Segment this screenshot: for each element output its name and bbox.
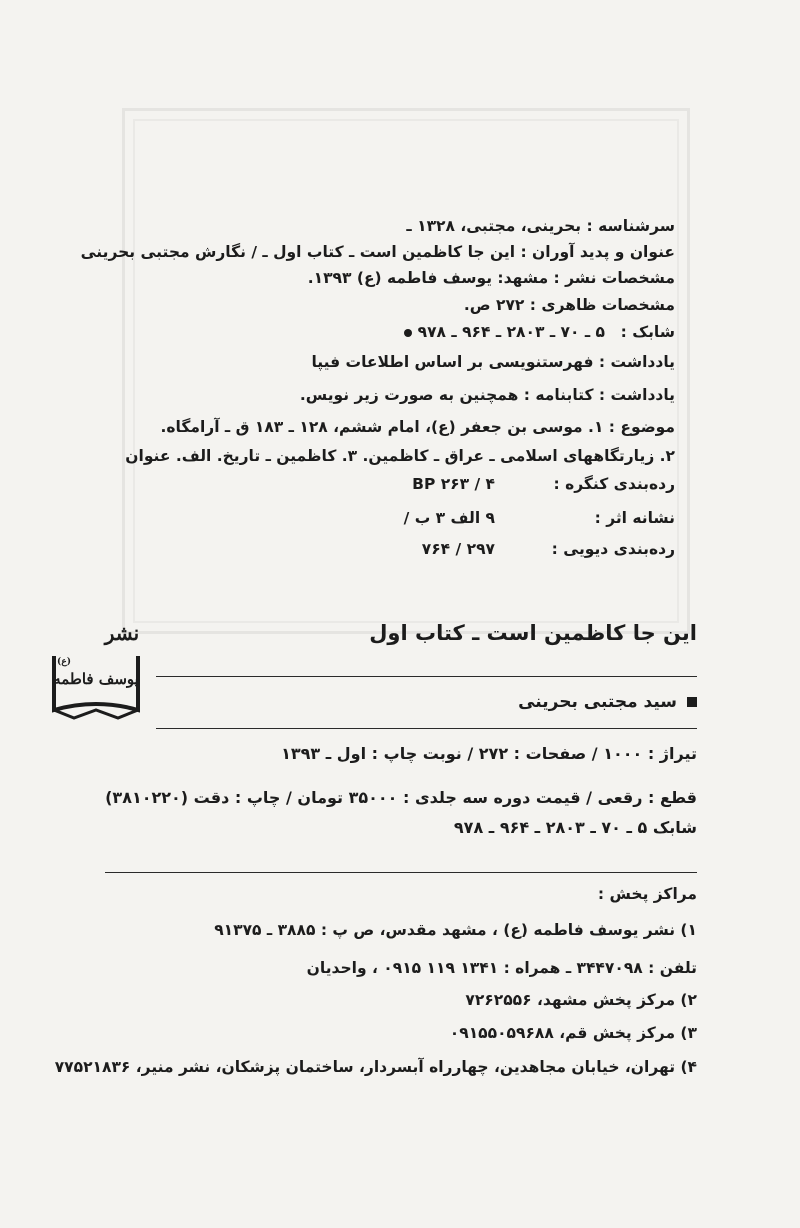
congress-value: BP ۲۶۳ / ۴	[412, 475, 495, 493]
isbn-value-wrap	[404, 320, 605, 344]
publication-line2: قطع : رقعی / قیمت دوره سه جلدی : ۳۵۰۰۰ تومان / چاپ : دقت (۳۸۱۰۲۲۰)	[105, 788, 697, 807]
logo-name-text: یوسف فاطمه	[53, 670, 139, 688]
book-author: سید مجتبی بحرینی	[518, 692, 677, 712]
distribution-center3: ۳) مرکز پخش قم، ۰۹۱۵۵۰۵۹۶۸۸	[449, 1024, 697, 1042]
title-divider	[156, 676, 697, 677]
catalog-subject2: ۲. زیارتگاههای اسلامی ـ عراق ـ کاظمین. ۳. کاظمین ـ تاریخ. الف. عنوان	[125, 447, 675, 465]
open-book-icon	[54, 710, 138, 718]
distribution-center2: ۲) مرکز پخش مشهد، ۷۲۶۲۵۵۶	[465, 991, 697, 1009]
isbn-value: ۵ ـ ۷۰ ـ ۲۸۰۳ ـ ۹۶۴ ـ ۹۷۸	[417, 323, 605, 341]
work-label: نشانه اثر :	[594, 509, 675, 527]
congress-label: رده‌بندی کنگره :	[553, 475, 675, 493]
logo-honorific: (ع)	[57, 657, 71, 667]
distribution-center1: ۱) نشر یوسف فاطمه (ع) ، مشهد مقدس، ص پ : ۳۸۸۵ ـ ۹۱۳۷۵	[214, 921, 697, 939]
book-author-wrap	[518, 689, 697, 715]
bullet-dot-icon	[404, 329, 412, 337]
distribution-center1-phone: تلفن : ۳۴۴۷۰۹۸ ـ همراه : ۱۳۴۱ ۱۱۹ ۰۹۱۵ ، واحدیان	[306, 959, 697, 977]
catalog-note2: یادداشت : کتابنامه : همچنین به صورت زیر نویس.	[299, 386, 675, 404]
distribution-heading: مراکز پخش :	[597, 885, 697, 903]
catalog-congress-row	[205, 472, 675, 496]
catalog-physical-line: مشخصات ظاهری : ۲۷۲ ص.	[463, 296, 675, 314]
isbn-label: شابک :	[620, 323, 675, 341]
distribution-divider	[105, 872, 697, 873]
dewey-label: رده‌بندی دیویی :	[551, 540, 675, 558]
catalog-note1: یادداشت : فهرستنویسی بر اساس اطلاعات فیپا	[311, 353, 675, 371]
logo-top-text: نشر	[104, 621, 140, 645]
work-value: ۹ الف ۳ ب /	[403, 509, 495, 527]
catalog-dewey-row	[205, 537, 675, 561]
catalog-title-line: عنوان و پدید آوران : این جا کاظمین است ـ کتاب اول ـ / نگارش مجتبی بحرینی	[80, 243, 675, 261]
catalog-work-row	[205, 506, 675, 530]
catalog-author-line: سرشناسه : بحرینی، مجتبی، ۱۳۲۸ ـ	[406, 217, 675, 235]
dewey-value: ۲۹۷ / ۷۶۴	[421, 540, 495, 558]
catalog-publish-line: مشخصات نشر : مشهد: یوسف فاطمه (ع) ۱۳۹۳.	[307, 269, 675, 287]
publication-line1: تیراژ : ۱۰۰۰ / صفحات : ۲۷۲ / نوبت چاپ : اول ـ ۱۳۹۳	[281, 744, 697, 763]
square-bullet-icon	[687, 697, 697, 707]
distribution-center4: ۴) تهران، خیابان مجاهدین، چهارراه آبسردار، ساختمان پزشکان، نشر منیر، ۷۷۵۲۱۸۳۶	[54, 1058, 697, 1076]
catalog-isbn-row	[205, 320, 675, 344]
publication-line3: شابک ۵ ـ ۷۰ ـ ۲۸۰۳ ـ ۹۶۴ ـ ۹۷۸	[453, 818, 697, 837]
book-title: این جا کاظمین است ـ کتاب اول	[369, 621, 697, 645]
catalog-subject1: موضوع : ۱. موسی بن جعفر (ع)، امام ششم، ۱۲۸ ـ ۱۸۳ ق ـ آرامگاه.	[160, 418, 675, 436]
publisher-logo	[50, 618, 142, 722]
author-divider	[156, 728, 697, 729]
